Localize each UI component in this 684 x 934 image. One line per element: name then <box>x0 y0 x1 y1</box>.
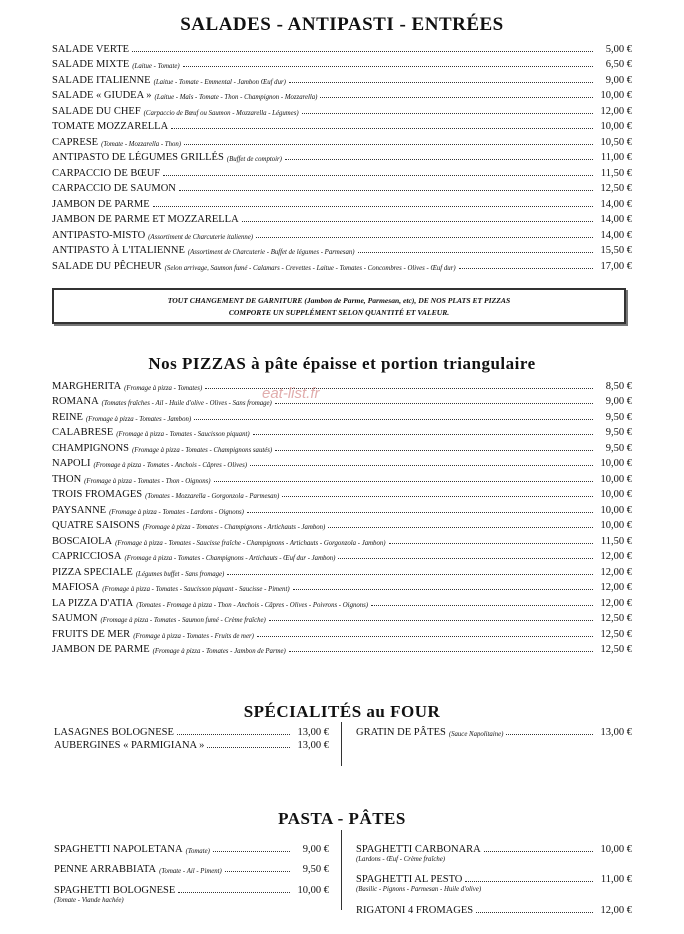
item-description: (Buffet de comptoir) <box>226 156 282 163</box>
dot-leader <box>275 403 593 404</box>
menu-item <box>52 256 632 272</box>
item-price: 17,00 € <box>600 260 632 272</box>
item-name: PIZZA SPECIALE <box>52 566 133 578</box>
menu-item <box>52 423 632 439</box>
item-price: 12,50 € <box>600 183 632 194</box>
menu-item <box>52 593 632 609</box>
dot-leader <box>465 881 593 882</box>
dot-leader <box>459 268 593 269</box>
item-description: (Tomate - Ail - Piment) <box>159 868 222 875</box>
item-name: SPAGHETTI BOLOGNESE <box>54 884 176 896</box>
four-right-column <box>356 724 632 738</box>
dot-leader <box>132 51 593 52</box>
item-name: REINE <box>52 411 83 423</box>
item-description: (Fromage à pizza - Tomates - Champignons - Artichauts - Jambon) <box>142 524 326 531</box>
item-price: 11,00 € <box>600 152 632 163</box>
item-name: SALADE « GIUDEA » <box>52 90 152 101</box>
item-name: CAPRESE <box>52 136 99 148</box>
dot-leader <box>320 97 593 98</box>
item-name: CAPRICCIOSA <box>52 551 122 562</box>
item-price: 10,00 € <box>600 90 632 101</box>
item-price: 9,50 € <box>605 442 632 454</box>
supplement-notice <box>52 288 626 324</box>
menu-item <box>52 241 632 257</box>
dot-leader <box>183 66 593 67</box>
item-price: 12,00 € <box>600 105 632 117</box>
menu-item <box>356 724 632 738</box>
item-price: 10,00 € <box>600 121 632 132</box>
item-description: (Assortiment de Charcuterie - Buffet de légumes - Parmesan) <box>187 249 355 256</box>
menu-item <box>52 194 632 210</box>
dot-leader <box>207 747 290 748</box>
item-description: (Carpaccio de Bœuf ou Saumon - Mozzarella - Légumes) <box>143 109 299 117</box>
dot-leader <box>289 82 593 83</box>
item-price: 11,50 € <box>600 535 632 547</box>
item-price: 9,00 € <box>605 74 632 86</box>
dot-leader <box>293 589 593 590</box>
dot-leader <box>328 527 593 528</box>
menu-item <box>52 132 632 148</box>
menu-item <box>52 547 632 563</box>
item-price: 12,50 € <box>600 628 632 640</box>
dot-leader <box>177 734 290 735</box>
item-price: 13,00 € <box>600 726 632 738</box>
dot-leader <box>282 496 593 497</box>
item-name: NAPOLI <box>52 458 91 469</box>
menu-item <box>356 841 632 855</box>
menu-item <box>52 70 632 86</box>
dot-leader <box>163 175 593 176</box>
item-name: TOMATE MOZZARELLA <box>52 121 169 132</box>
menu-item <box>52 609 632 625</box>
dot-leader <box>285 159 593 160</box>
menu-item <box>52 438 632 454</box>
item-price: 9,00 € <box>605 396 632 407</box>
four-left-column <box>54 724 329 751</box>
item-name: PAYSANNE <box>52 504 107 516</box>
menu-item <box>52 117 632 133</box>
dot-leader <box>194 419 593 420</box>
menu-item <box>52 39 632 55</box>
item-price: 13,00 € <box>297 726 329 738</box>
item-name: ANTIPASTO-MISTO <box>52 229 146 241</box>
item-name: ANTIPASTO DE LÉGUMES GRILLÉS <box>52 152 224 163</box>
salades-list <box>52 39 632 272</box>
item-name: JAMBON DE PARME ET MOZZARELLA <box>52 214 239 225</box>
item-price: 6,50 € <box>605 59 632 70</box>
menu-item <box>52 531 632 547</box>
item-description: (Fromage à pizza - Tomates - Jambon) <box>85 415 192 423</box>
item-price: 14,00 € <box>600 229 632 241</box>
item-name: SPAGHETTI CARBONARA <box>356 843 481 855</box>
item-description: (Tomates - Mozzarella - Gorgonzola - Parmesan) <box>145 493 280 500</box>
item-description: (Fromage à pizza - Tomates - Champignons sautés) <box>132 446 273 454</box>
menu-item <box>52 578 632 594</box>
item-description: (Assortiment de Charcuterie italienne) <box>148 233 254 241</box>
item-description: (Lardons - Œuf - Crème fraîche) <box>356 855 446 863</box>
menu-item <box>52 148 632 164</box>
menu-item <box>54 738 329 752</box>
dot-leader <box>476 912 593 913</box>
item-description: (Tomates fraîches - Ail - Huile d'olive - Olives - Sans fromage) <box>101 400 272 407</box>
dot-leader <box>269 620 593 621</box>
item-price: 11,50 € <box>600 167 632 179</box>
salades-title: SALADES - ANTIPASTI - ENTRÉES <box>180 14 504 35</box>
item-name: SALADE VERTE <box>52 43 130 55</box>
four-title: SPÉCIALITÉS au FOUR <box>243 702 441 721</box>
item-description: (Légumes buffet - Sans fromage) <box>135 570 225 578</box>
menu-item <box>52 376 632 392</box>
dot-leader <box>389 543 593 544</box>
menu-item <box>52 210 632 226</box>
pizzas-title: Nos PIZZAS à pâte épaisse et portion triangulaire <box>148 354 536 373</box>
item-price: 10,00 € <box>600 843 632 855</box>
item-price: 5,00 € <box>605 43 632 55</box>
item-name: MAFIOSA <box>52 582 100 593</box>
dot-leader <box>225 871 290 872</box>
item-price: 9,00 € <box>302 843 329 855</box>
dot-leader <box>371 605 593 606</box>
item-price: 9,50 € <box>605 411 632 423</box>
menu-item <box>54 724 329 738</box>
item-name: ANTIPASTO À L'ITALIENNE <box>52 245 185 256</box>
item-description: (Fromage à pizza - Tomates - Fruits de mer) <box>133 632 254 640</box>
menu-item <box>52 640 632 656</box>
item-price: 15,50 € <box>600 245 632 256</box>
item-description: (Fromage à pizza - Tomates - Anchois - Câpres - Olives) <box>93 462 248 469</box>
dot-leader <box>242 221 593 222</box>
dot-leader <box>178 892 290 893</box>
item-name: RIGATONI 4 FROMAGES <box>356 904 474 916</box>
menu-item <box>52 485 632 501</box>
item-name: QUATRE SAISONS <box>52 520 140 531</box>
item-description: (Fromage à pizza - Tomates - Saucisson piquant - Saucisse - Piment) <box>102 586 290 593</box>
item-description: (Basilic - Pignons - Parmesan - Huile d'olive) <box>356 886 482 893</box>
item-description: (Sauce Napolitaine) <box>448 730 504 738</box>
item-price: 14,00 € <box>600 214 632 225</box>
item-name: TROIS FROMAGES <box>52 489 143 500</box>
item-name: JAMBON DE PARME <box>52 644 150 655</box>
dot-leader <box>257 636 593 637</box>
item-price: 13,00 € <box>297 740 329 751</box>
item-name: CARPACCIO DE BŒUF <box>52 167 161 179</box>
dot-leader <box>214 481 593 482</box>
dot-leader <box>184 144 593 145</box>
menu-item <box>52 624 632 640</box>
item-description: (Fromage à pizza - Tomates - Saucisse fraîche - Champignons - Artichauts - Gorgonzola - Jambon) <box>115 539 386 547</box>
item-description: (Tomate) <box>185 847 210 855</box>
item-price: 12,00 € <box>600 566 632 578</box>
item-name: FRUITS DE MER <box>52 628 131 640</box>
menu-item <box>52 562 632 578</box>
item-price: 10,00 € <box>600 504 632 516</box>
item-description: (Fromage à pizza - Tomates - Saucisson piquant) <box>116 431 250 438</box>
dot-leader <box>253 434 593 435</box>
item-name: LASAGNES BOLOGNESE <box>54 726 174 738</box>
item-name: SALADE DU CHEF <box>52 105 141 117</box>
pasta-title: PASTA - PÂTES <box>278 809 406 828</box>
dot-leader <box>227 574 593 575</box>
item-name: SAUMON <box>52 613 98 624</box>
dot-leader <box>506 734 593 735</box>
menu-item <box>52 469 632 485</box>
dot-leader <box>153 206 593 207</box>
item-price: 8,50 € <box>605 380 632 392</box>
notice-line-2: COMPORTE UN SUPPLÉMENT SELON QUANTITÉ ET VALEUR. <box>228 308 450 317</box>
item-price: 10,00 € <box>600 489 632 500</box>
menu-item <box>52 392 632 408</box>
item-price: 11,00 € <box>600 874 632 885</box>
item-name: SPAGHETTI AL PESTO <box>356 874 463 885</box>
item-price: 12,50 € <box>600 613 632 624</box>
item-name: THON <box>52 473 82 485</box>
pasta-divider <box>341 830 342 910</box>
menu-item <box>52 500 632 516</box>
watermark: eat-list.fr <box>262 385 320 402</box>
item-name: JAMBON DE PARME <box>52 198 150 210</box>
item-name: PENNE ARRABBIATA <box>54 864 157 875</box>
dot-leader <box>250 465 593 466</box>
item-price: 12,00 € <box>600 597 632 609</box>
menu-item <box>54 841 329 855</box>
item-name: SALADE ITALIENNE <box>52 74 151 86</box>
item-description: (Fromage à pizza - Tomates - Thon - Oignons) <box>84 477 211 485</box>
dot-leader <box>247 512 593 513</box>
item-price: 10,00 € <box>600 520 632 531</box>
item-name: CARPACCIO DE SAUMON <box>52 183 176 194</box>
dot-leader <box>171 128 593 129</box>
item-description: (Fromage à pizza - Tomates - Saumon fumé - Crème fraîche) <box>100 617 266 624</box>
menu-item <box>52 86 632 102</box>
dot-leader <box>213 851 290 852</box>
item-name: BOSCAIOLA <box>52 535 113 547</box>
menu-item <box>54 882 329 896</box>
item-price: 12,00 € <box>600 904 632 916</box>
item-description: (Fromage à pizza - Tomates) <box>124 384 203 392</box>
item-description: (Tomate - Mozzarella - Thon) <box>101 140 182 148</box>
item-price: 12,00 € <box>600 551 632 562</box>
dot-leader <box>484 851 593 852</box>
item-name: SALADE DU PÊCHEUR <box>52 260 162 272</box>
dot-leader <box>338 558 593 559</box>
item-name: AUBERGINES « PARMIGIANA » <box>54 740 205 751</box>
dot-leader <box>302 113 593 114</box>
item-price: 10,50 € <box>600 136 632 148</box>
menu-item <box>356 872 632 886</box>
notice-line-1: TOUT CHANGEMENT DE GARNITURE (Jambon de Parme, Parmesan, etc), DE NOS PLATS ET PIZZAS <box>167 296 511 305</box>
item-price: 14,00 € <box>600 198 632 210</box>
item-description: (Tomate - Viande hachée) <box>54 896 124 904</box>
menu-item <box>52 454 632 470</box>
item-name: SPAGHETTI NAPOLETANA <box>54 843 183 855</box>
item-description: (Laitue - Tomate) <box>132 63 180 70</box>
menu-item <box>52 55 632 71</box>
dot-leader <box>275 450 593 451</box>
item-description: (Tomates - Fromage à pizza - Thon - Anchois - Câpres - Olives - Poivrons - Oignons) <box>136 601 369 609</box>
item-description: (Fromage à pizza - Tomates - Jambon de Parme) <box>152 648 286 655</box>
item-description: (Laitue - Maïs - Tomate - Thon - Champignon - Mozzarella) <box>154 94 318 101</box>
item-name: LA PIZZA D'ATIA <box>52 597 134 609</box>
menu-item <box>52 163 632 179</box>
four-divider <box>341 722 342 766</box>
item-description: (Selon arrivage, Saumon fumé - Calamars - Crevettes - Laitue - Tomates - Concombres - Olives - Œuf dur) <box>164 264 456 272</box>
pasta-left-column <box>54 834 329 906</box>
dot-leader <box>179 190 593 191</box>
item-price: 12,00 € <box>600 582 632 593</box>
menu-item <box>52 407 632 423</box>
pizzas-list <box>52 376 632 655</box>
item-price: 10,00 € <box>600 458 632 469</box>
item-description: (Fromage à pizza - Tomates - Lardons - Oignons) <box>109 508 244 516</box>
menu-item <box>356 902 632 916</box>
item-description: (Fromage à pizza - Tomates - Champignons - Artichauts - Œuf dur - Jambon) <box>124 555 336 562</box>
menu-item <box>52 516 632 532</box>
dot-leader <box>358 252 593 253</box>
pasta-right-column <box>356 834 632 916</box>
item-name: CALABRESE <box>52 427 114 438</box>
menu-item <box>52 225 632 241</box>
menu-item <box>52 101 632 117</box>
menu-item <box>52 179 632 195</box>
item-price: 9,50 € <box>302 864 329 875</box>
dot-leader <box>289 651 593 652</box>
item-price: 9,50 € <box>605 427 632 438</box>
item-name: MARGHERITA <box>52 380 122 392</box>
item-price: 10,00 € <box>297 884 329 896</box>
item-name: ROMANA <box>52 396 99 407</box>
menu-item <box>54 862 329 876</box>
item-price: 12,50 € <box>600 644 632 655</box>
item-name: CHAMPIGNONS <box>52 442 130 454</box>
item-description: (Laitue - Tomate - Emmental - Jambon Œuf dur) <box>153 78 286 86</box>
dot-leader <box>256 237 593 238</box>
item-name: GRATIN DE PÂTES <box>356 726 446 738</box>
item-name: SALADE MIXTE <box>52 59 130 70</box>
item-price: 10,00 € <box>600 473 632 485</box>
